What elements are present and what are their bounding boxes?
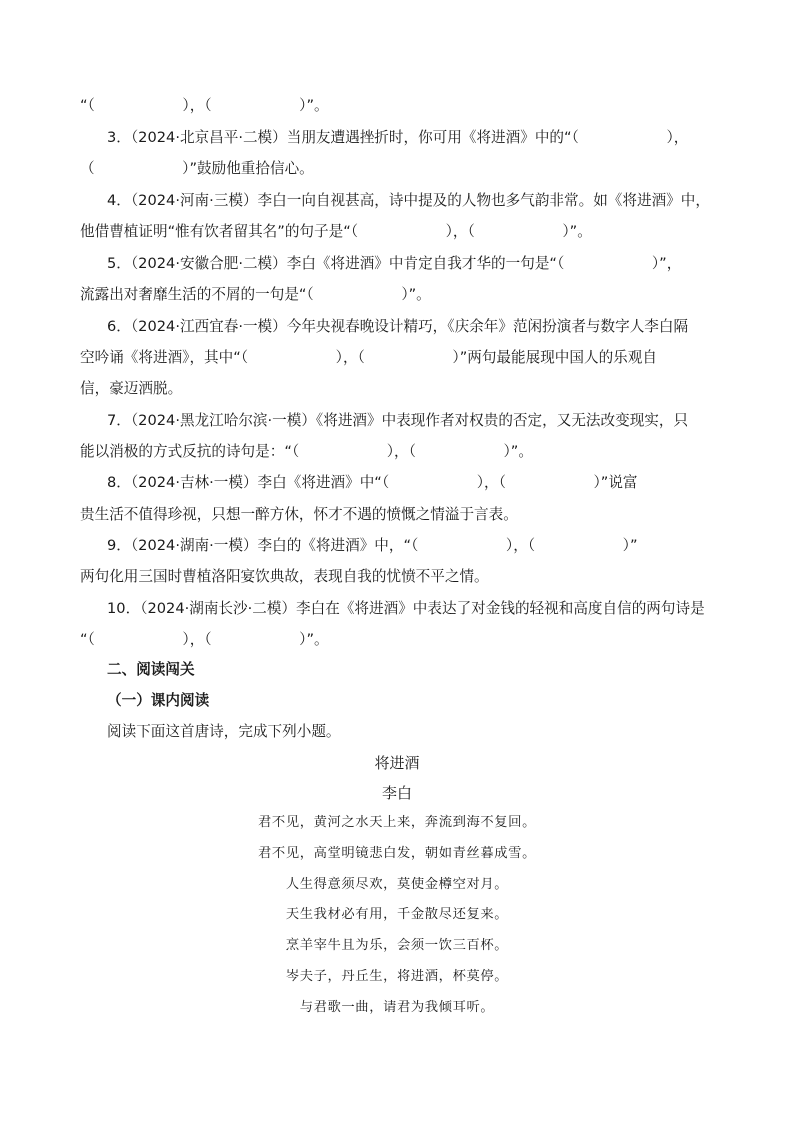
q8-text: 8．（2024·吉林·一模）李白《将进酒》中“（ ），（ ）”说富 [107,474,638,491]
poem-verse: 君不见，高堂明镜悲白发，朝如青丝暮成雪。 [258,846,536,861]
reading-instruction: 阅读下面这首唐诗，完成下列小题。 [107,723,341,740]
poem-verse: 与君歌一曲，请君为我倾耳听。 [299,1000,495,1015]
subsection-heading-in-class: （一）课内阅读 [107,692,210,709]
q5-text-cont: 流露出对奢靡生活的不屑的一句是“（ ）”。 [80,286,431,303]
q10-text: 10．（2024·湖南长沙·二模）李白在《将进酒》中表达了对金钱的轻视和高度自信的两句诗是 [107,600,705,617]
q4-text-cont: 他借曹植证明“惟有饮者留其名”的句子是“（ ），（ ）”。 [80,223,592,240]
poem-verse: 烹羊宰牛且为乐，会须一饮三百杯。 [285,938,509,953]
q6-text: 6．（2024·江西宜春·一模）今年央视春晚设计精巧，《庆余年》范闲扮演者与数字人李白隔 [107,318,689,335]
poem-verse: 人生得意须尽欢，莫使金樽空对月。 [285,877,509,892]
q3-text: 3．（2024·北京昌平·二模）当朋友遭遇挫折时，你可用《将进酒》中的“（ ）， [107,129,689,146]
q5-text: 5．（2024·安徽合肥·二模）李白《将进酒》中肯定自我才华的一句是“（ ）”， [107,255,682,272]
q7-text-cont: 能以消极的方式反抗的诗句是：“（ ），（ ）”。 [80,443,533,460]
q8-text-cont: 贵生活不值得珍视，只想一醉方休，怀才不遇的愤慨之情溢于言表。 [80,506,518,523]
q9-text-cont: 两句化用三国时曹植洛阳宴饮典故，表现自我的忧愤不平之情。 [80,568,489,585]
q2-answer-line: “（ ），（ ）”。 [80,97,329,114]
q4-text: 4．（2024·河南·三模）李白一向自视甚高，诗中提及的人物也多气韵非常。如《将进酒》中， [107,192,710,209]
section-heading-reading: 二、阅读闯关 [107,661,195,678]
poem-author: 李白 [381,784,412,802]
q6-text-cont2: 信，豪迈洒脱。 [80,380,183,397]
poem-verse: 君不见，黄河之水天上来，奔流到海不复回。 [258,815,536,830]
q10-text-cont: “（ ），（ ）”。 [80,631,329,648]
q3-text-cont: （ ）”鼓励他重拾信心。 [80,160,314,177]
q6-text-cont: 空吟诵《将进酒》，其中“（ ），（ ）”两句最能展现中国人的乐观自 [80,349,657,366]
poem-title: 将进酒 [374,754,420,772]
q7-text: 7．（2024·黑龙江哈尔滨·一模）《将进酒》中表现作者对权贵的否定，又无法改变现实，只 [107,412,689,429]
poem-verse: 天生我材必有用，千金散尽还复来。 [285,907,509,922]
poem-verse: 岑夫子，丹丘生，将进酒，杯莫停。 [285,969,509,984]
q9-text: 9．（2024·湖南·一模）李白的《将进酒》中，“（ ），（ ）” [107,537,638,554]
